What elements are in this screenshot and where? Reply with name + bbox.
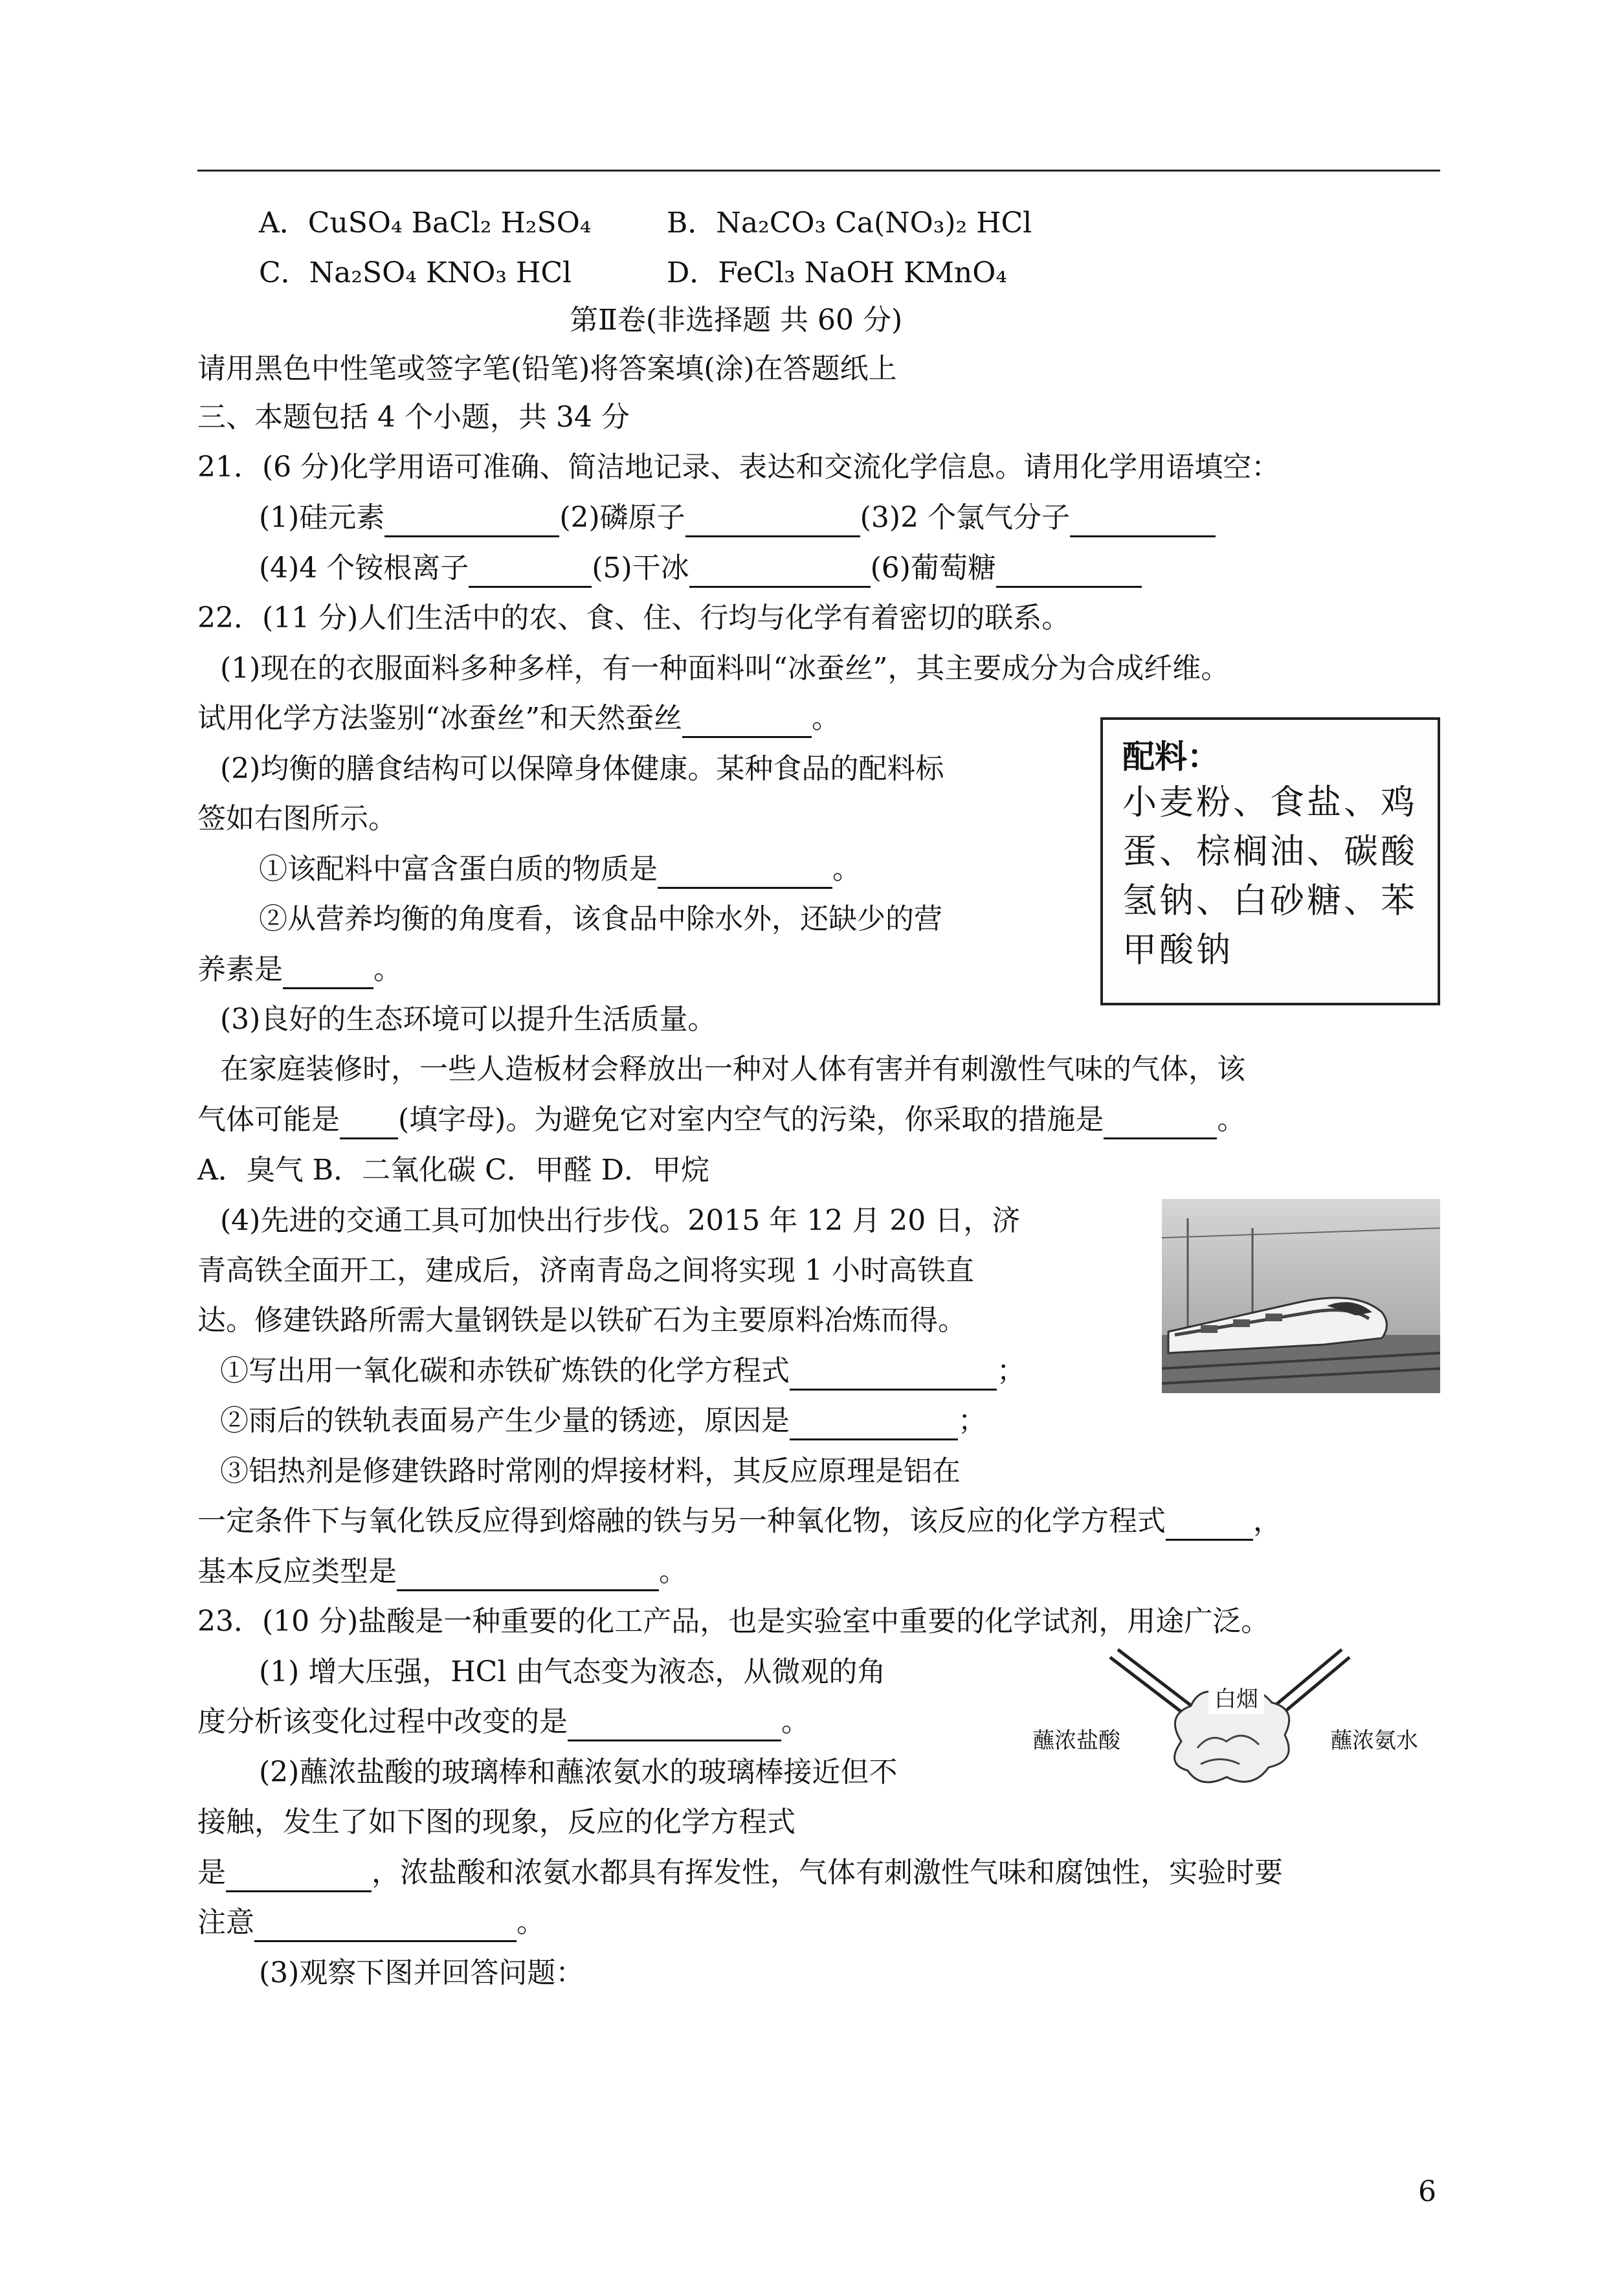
white-smoke-figure bbox=[1026, 1644, 1440, 1806]
q22-p4d-text: ①写出用一氧化碳和赤铁矿炼铁的化学方程式 bbox=[220, 1354, 790, 1387]
instruction-text: 请用黑色中性笔或签字笔(铅笔)将答案填(涂)在答题纸上 bbox=[197, 352, 897, 385]
q22-p4c: 达。修建铁路所需大量钢铁是以铁矿石为主要原料冶炼而得。 bbox=[197, 1304, 966, 1337]
answer-blank[interactable] bbox=[397, 1560, 659, 1591]
ingredient-line: 小麦粉、食盐、鸡 bbox=[1122, 783, 1418, 822]
smoke-right-label: 蘸浓氨水 bbox=[1330, 1728, 1418, 1754]
train-photo bbox=[1162, 1199, 1440, 1393]
answer-blank[interactable] bbox=[658, 857, 832, 889]
q23-p2c bbox=[197, 1853, 1283, 1892]
q22-stem: 22．(11 分)人们生活中的农、食、住、行均与化学有着密切的联系。 bbox=[197, 601, 1071, 634]
q22-p4g-text: 一定条件下与氧化铁反应得到熔融的铁与另一种氧化物，该反应的化学方程式 bbox=[197, 1504, 1166, 1538]
period: 。 bbox=[659, 1555, 687, 1588]
option-a: A．CuSO₄ BaCl₂ H₂SO₄ bbox=[259, 207, 592, 240]
q22-p2b: 签如右图所示。 bbox=[197, 802, 397, 835]
q22-p2e bbox=[197, 950, 402, 989]
q23-p2b: 接触，发生了如下图的现象，反应的化学方程式 bbox=[197, 1806, 795, 1839]
q23-stem: 23．(10 分)盐酸是一种重要的化工产品，也是实验室中重要的化学试剂，用途广泛。 bbox=[197, 1605, 1270, 1638]
q22-p3b: 在家庭装修时，一些人造板材会释放出一种对人体有害并有刺激性气味的气体，该 bbox=[220, 1053, 1245, 1086]
q22-p3c-text: 气体可能是 bbox=[197, 1103, 340, 1136]
train-illustration bbox=[1162, 1199, 1440, 1393]
option-c: C．Na₂SO₄ KNO₃ HCl bbox=[259, 256, 572, 289]
answer-blank[interactable] bbox=[790, 1359, 997, 1391]
smoke-illustration bbox=[1026, 1644, 1440, 1806]
ingredient-line: 甲酸钠 bbox=[1122, 930, 1233, 970]
semicolon: ； bbox=[997, 1354, 1025, 1387]
smoke-left-label: 蘸浓盐酸 bbox=[1032, 1728, 1120, 1754]
ingredient-title: 配料： bbox=[1122, 737, 1219, 776]
q21-item4 bbox=[259, 549, 1142, 588]
answer-blank[interactable] bbox=[682, 706, 812, 738]
q22-p4b: 青高铁全面开工，建成后，济南青岛之间将实现 1 小时高铁直 bbox=[197, 1254, 974, 1287]
q22-p4h-text: 基本反应类型是 bbox=[197, 1555, 397, 1588]
page-number: 6 bbox=[1418, 2175, 1436, 2208]
period: 。 bbox=[832, 853, 861, 886]
q22-p4d bbox=[220, 1352, 1025, 1391]
period: 。 bbox=[812, 702, 840, 735]
q22-p1b bbox=[197, 699, 840, 738]
q22-p4h bbox=[197, 1552, 687, 1591]
q22-p3a: (3)良好的生态环境可以提升生活质量。 bbox=[220, 1003, 717, 1036]
q22-p1a: (1)现在的衣服面料多种多样，有一种面料叫“冰蚕丝”，其主要成分为合成纤维。 bbox=[220, 652, 1230, 685]
ingredient-label bbox=[1100, 717, 1440, 1005]
answer-blank[interactable] bbox=[689, 556, 871, 588]
answer-blank[interactable] bbox=[469, 556, 592, 588]
q21-item5-label: (5)干冰 bbox=[592, 552, 689, 585]
q23-p2c-text2: ，浓盐酸和浓氨水都具有挥发性，气体有刺激性气味和腐蚀性，实验时要 bbox=[372, 1856, 1283, 1889]
q21-item6-label: (6)葡萄糖 bbox=[870, 552, 996, 585]
answer-blank[interactable] bbox=[1104, 1108, 1217, 1139]
semicolon: ； bbox=[958, 1404, 986, 1437]
q22-p4e-text: ②雨后的铁轨表面易产生少量的锈迹，原因是 bbox=[220, 1404, 790, 1437]
smoke-center-label: 白烟 bbox=[1214, 1686, 1258, 1712]
q22-p2c-text: ①该配料中富含蛋白质的物质是 bbox=[259, 853, 658, 886]
q23-p2a: (2)蘸浓盐酸的玻璃棒和蘸浓氨水的玻璃棒接近但不 bbox=[259, 1756, 898, 1789]
ingredient-line: 氢钠、白砂糖、苯 bbox=[1122, 881, 1418, 921]
q22-p4a: (4)先进的交通工具可加快出行步伐。2015 年 12 月 20 日，济 bbox=[220, 1204, 1021, 1237]
comma: ， bbox=[1253, 1504, 1282, 1538]
q23-p2d bbox=[197, 1903, 545, 1942]
q22-p2d: ②从营养均衡的角度看，该食品中除水外，还缺少的营 bbox=[259, 902, 942, 935]
q21-item3-label: (3)2 个氯气分子 bbox=[860, 501, 1070, 534]
part-heading: 三、本题包括 4 个小题，共 34 分 bbox=[197, 401, 630, 434]
q21-item1 bbox=[259, 498, 1216, 537]
section-title: 第Ⅱ卷(非选择题 共 60 分) bbox=[570, 304, 903, 337]
q23-p2c-text: 是 bbox=[197, 1856, 226, 1889]
q23-p1b bbox=[197, 1703, 810, 1741]
header-rule bbox=[197, 170, 1440, 172]
answer-blank[interactable] bbox=[996, 556, 1142, 588]
q21-item4-label: (4)4 个铵根离子 bbox=[259, 552, 469, 585]
q23-p3: (3)观察下图并回答问题： bbox=[259, 1956, 584, 1989]
answer-blank[interactable] bbox=[790, 1409, 958, 1440]
q21-stem: 21．(6 分)化学用语可准确、简洁地记录、表达和交流化学信息。请用化学用语填空： bbox=[197, 451, 1280, 484]
q22-p3c-text2: (填字母)。为避免它对室内空气的污染，你采取的措施是 bbox=[398, 1103, 1104, 1136]
period: 。 bbox=[781, 1705, 810, 1738]
q21-item2-label: (2)磷原子 bbox=[559, 501, 685, 534]
answer-blank[interactable] bbox=[685, 506, 860, 537]
q22-p1b-text: 试用化学方法鉴别“冰蚕丝”和天然蚕丝 bbox=[197, 702, 682, 735]
q22-p4g bbox=[197, 1502, 1282, 1541]
q22-p2e-text: 养素是 bbox=[197, 953, 283, 986]
q22-p4e bbox=[220, 1402, 986, 1440]
q23-p1a: (1) 增大压强，HCl 由气态变为液态，从微观的角 bbox=[259, 1655, 886, 1688]
answer-blank[interactable] bbox=[254, 1910, 517, 1942]
answer-blank[interactable] bbox=[568, 1710, 781, 1741]
answer-blank[interactable] bbox=[340, 1108, 398, 1139]
ingredient-line: 蛋、棕榈油、碳酸 bbox=[1122, 832, 1418, 871]
q22-choices: A．臭气 B．二氧化碳 C．甲醛 D．甲烷 bbox=[197, 1154, 710, 1187]
q23-p2d-text: 注意 bbox=[197, 1906, 254, 1939]
answer-blank[interactable] bbox=[226, 1861, 372, 1892]
q23-p1b-text: 度分析该变化过程中改变的是 bbox=[197, 1705, 568, 1738]
period: 。 bbox=[517, 1906, 545, 1939]
period: 。 bbox=[1217, 1103, 1246, 1136]
answer-blank[interactable] bbox=[384, 506, 559, 537]
option-b: B．Na₂CO₃ Ca(NO₃)₂ HCl bbox=[667, 207, 1032, 240]
q21-item1-label: (1)硅元素 bbox=[259, 501, 385, 534]
answer-blank[interactable] bbox=[283, 957, 373, 989]
q22-p2c bbox=[259, 850, 861, 889]
q22-p4f: ③铝热剂是修建铁路时常刚的焊接材料，其反应原理是铝在 bbox=[220, 1455, 961, 1488]
q22-p2a: (2)均衡的膳食结构可以保障身体健康。某种食品的配料标 bbox=[220, 752, 944, 785]
period: 。 bbox=[373, 953, 402, 986]
q22-p3c bbox=[197, 1101, 1245, 1139]
answer-blank[interactable] bbox=[1070, 506, 1216, 537]
option-d: D．FeCl₃ NaOH KMnO₄ bbox=[667, 256, 1007, 289]
answer-blank[interactable] bbox=[1166, 1509, 1253, 1541]
